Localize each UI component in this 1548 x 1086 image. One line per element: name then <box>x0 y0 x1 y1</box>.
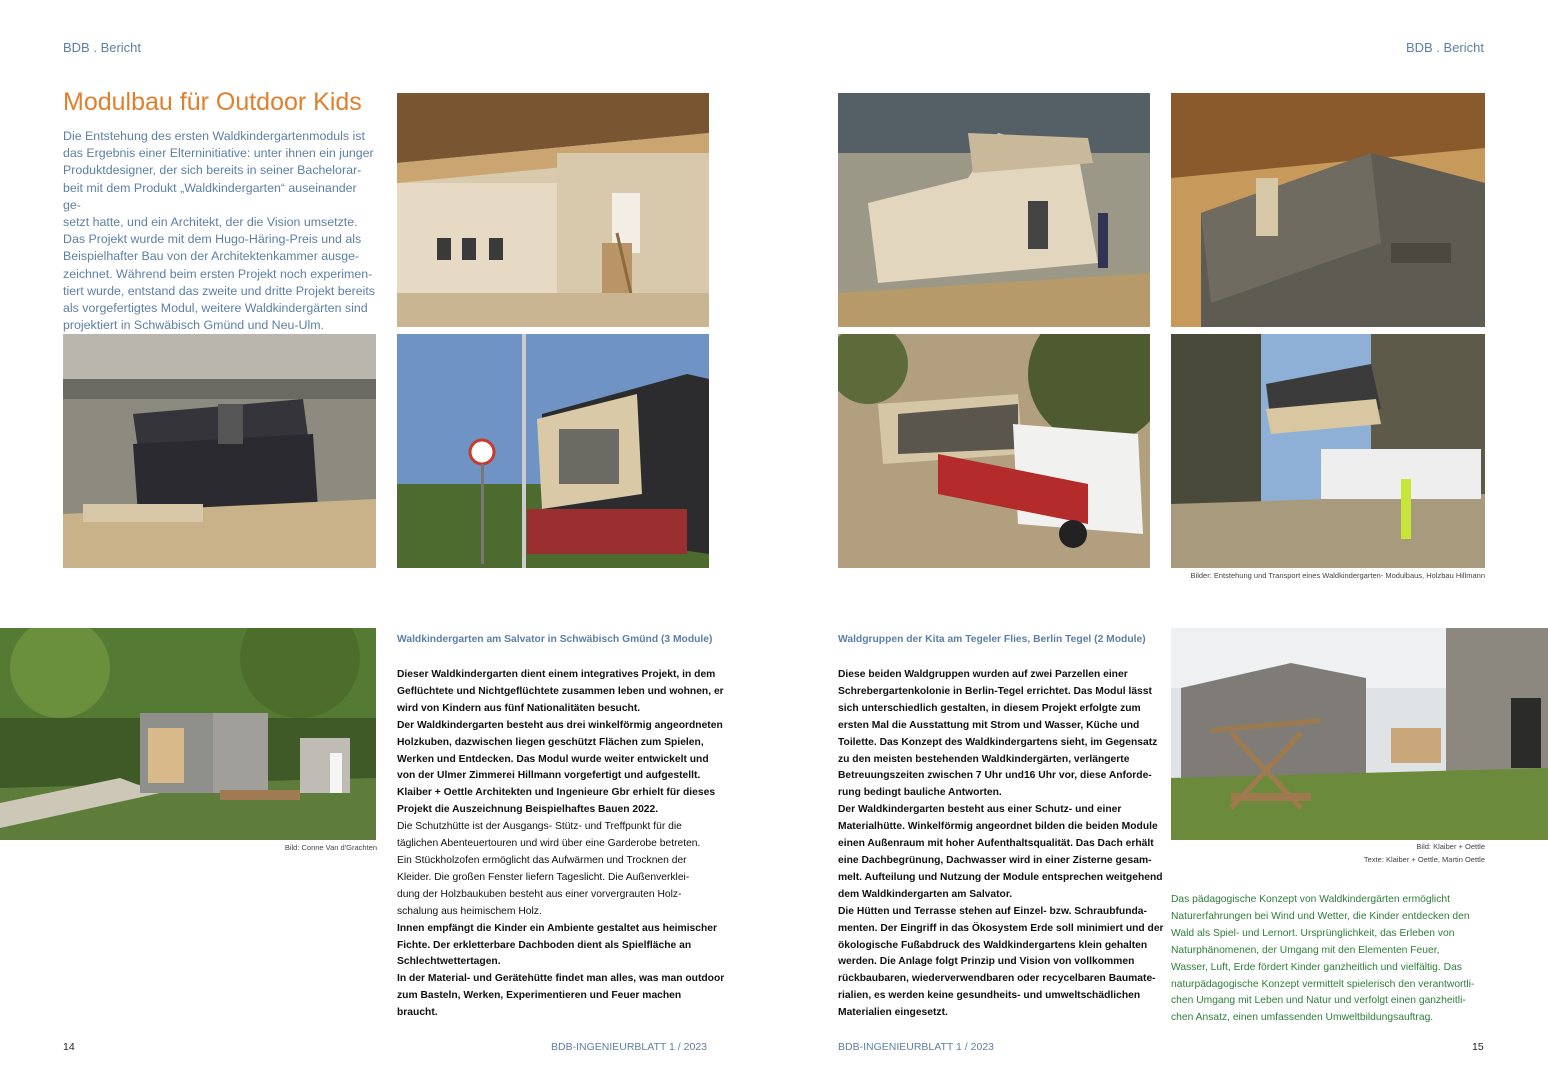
intro-line: beit mit dem Produkt „Waldkindergarten“ auseinander ge- <box>63 180 357 212</box>
green-text-line: Naturphänomenen, der Umgang mit den Elementen Feuer, <box>1171 944 1440 956</box>
article-right-line: Diese beiden Waldgruppen wurden auf zwei Parzellen einer <box>838 669 1128 680</box>
article-right-line: einen Außenraum mit hoher Aufenthaltsqualität. Das Dach erhält <box>838 838 1154 850</box>
intro-line: zeichnet. Während beim ersten Projekt noch experimen- <box>63 266 373 281</box>
article-right-line: eine Dachbegrünung, Dachwasser wird in einer Zisterne gesam- <box>838 854 1152 866</box>
article-left-line: Schlechtwettertagen. <box>397 956 501 968</box>
green-text-line: Naturerfahrungen bei Wind und Wetter, die Kinder entdecken den <box>1171 910 1470 922</box>
article-left-line: Fichte. Der erkletterbare Dachboden dient als Spielfläche an <box>397 939 692 951</box>
intro-line: projektiert in Schwäbisch Gmünd und Neu-Ulm. <box>63 318 325 333</box>
intro-line: setzt hatte, und ein Architekt, der die Vision umsetzte. <box>63 215 358 230</box>
article-left-line: Die Schutzhütte ist der Ausgangs- Stütz- und Treffpunkt für die <box>397 821 682 833</box>
article-left-line: Der Waldkindergarten besteht aus drei winkelförmig angeordneten <box>397 719 723 731</box>
article-right-line: rückbaubaren, wiederverwendbaren oder recycelbaren Baumate- <box>838 973 1156 985</box>
article-left-line: Dieser Waldkindergarten dient einem integratives Projekt, in dem <box>397 669 716 680</box>
article-left-line: von der Ulmer Zimmerei Hillmann vorgefertigt und aufgestellt. <box>397 770 701 782</box>
article-right-line: sich unterschiedlich gestalten, in diesem Projekt erfolgte zum <box>838 702 1141 714</box>
page-number-right: 15 <box>1472 1041 1484 1053</box>
article-left-line: Innen empfängt die Kinder ein Ambiente gestaltet aus heimischer <box>397 922 718 934</box>
article-right-line: rialien, es werden keine gesundheits- und umweltschädlichen <box>838 990 1141 1002</box>
article-right-line: Der Waldkindergarten besteht aus einer Schutz- und einer <box>838 804 1122 816</box>
article-left-line: In der Material- und Gerätehütte findet man alles, was man outdoor <box>397 973 725 985</box>
green-text-line: chen Ansatz, einen umfassenden Umweltbildungsauftrag. <box>1171 1012 1434 1024</box>
right-page-header: BDB . Bericht <box>1405 40 1484 55</box>
intro-line: das Ergebnis einer Elterninitiative: unter ihnen ein junger <box>63 146 374 161</box>
section-heading-salvator: Waldkindergarten am Salvator in Schwäbisch Gmünd (3 Module) <box>397 634 713 645</box>
article-left-line: Projekt die Auszeichnung Beispielhaftes Bauen 2022. <box>397 804 659 816</box>
photo-module-assembly <box>838 93 1150 327</box>
intro-line: Die Entstehung des ersten Waldkindergartenmoduls ist <box>63 129 365 143</box>
article-right-line: menten. Der Eingriff in das Ökosystem Erde soll minimiert und der <box>838 922 1164 934</box>
article-right-line: dem Waldkindergarten am Salvator. <box>838 888 1013 900</box>
pedagogy-text <box>1171 892 1493 1027</box>
article-salvator <box>397 667 739 1022</box>
photo-module-truck <box>397 334 709 568</box>
tegel-photo-caption-2: Texte: Klaiber + Oettle, Martin Oettle <box>1363 855 1485 864</box>
article-left-line: Ein Stückholzofen ermöglicht das Aufwärmen und Trocknen der <box>397 854 687 866</box>
article-right-line: Materialhütte. Winkelförmig angeordnet bilden die beiden Module <box>838 821 1158 833</box>
photo-module-interior <box>397 93 709 327</box>
article-right-line: Schrebergartenkolonie in Berlin-Tegel errichtet. Das Modul lässt <box>838 685 1152 697</box>
intro-line: Beispielhafter Bau von der Architektenkammer ausge- <box>63 249 360 264</box>
green-text-line: Wald als Spiel- und Lernort. Ursprünglichkeit, das Erleben von <box>1171 927 1455 939</box>
article-right-line: ersten Mal die Ausstattung mit Strom und Wasser, Küche und <box>838 719 1140 731</box>
page-title: Modulbau für Outdoor Kids <box>63 88 362 116</box>
footer-left: BDB-INGENIEURBLATT 1 / 2023 <box>551 1041 707 1053</box>
photo-truck-transport <box>838 334 1150 568</box>
article-left-line: Klaiber + Oettle Architekten und Ingenieure Gbr erhielt für dieses <box>397 787 716 799</box>
article-left-line: wird von Kindern aus fünf Nationalitäten besucht. <box>397 702 641 714</box>
photo-module-finished <box>1171 93 1485 327</box>
article-tegel <box>838 667 1170 1022</box>
article-right-line: Betreuungszeiten zwischen 7 Uhr und16 Uhr vor, diese Anforde- <box>838 770 1152 782</box>
article-right-line: ökologische Fußabdruck des Waldkindergartens klein gehalten <box>838 939 1148 951</box>
article-left-line: zum Basteln, Werken, Experimentieren und Feuer machen <box>397 990 682 1002</box>
article-right-line: zu den meisten bestehenden Waldkindergärten, verlängerte <box>838 753 1130 765</box>
photo-tegel-modules <box>1171 628 1548 840</box>
section-heading-tegel: Waldgruppen der Kita am Tegeler Flies, Berlin Tegel (2 Module) <box>838 634 1146 645</box>
article-left-line: braucht. <box>397 1007 438 1019</box>
photo-crane-lift <box>1171 334 1485 568</box>
tegel-photo-caption-1: Bild: Klaiber + Oettle <box>1416 842 1485 851</box>
intro-line: als vorgefertigtes Modul, weitere Waldkindergärten sind <box>63 301 368 316</box>
article-right-line: Materialien eingesetzt. <box>838 1007 948 1019</box>
article-right-line: Toilette. Das Konzept des Waldkindergartens sieht, im Gegensatz <box>838 736 1158 748</box>
article-right-line: Die Hütten und Terrasse stehen auf Einzel- bzw. Schraubfunda- <box>838 905 1147 917</box>
grid-photos-caption: Bilder: Entstehung und Transport eines Waldkindergarten- Modulbaus, Holzbau Hillmann <box>1190 571 1485 580</box>
article-left-line: Geflüchtete und Nichtgeflüchtete zusammen leben und wohnen, er <box>397 685 724 697</box>
intro-line: tiert wurde, entstand das zweite und dritte Projekt bereits <box>63 283 375 298</box>
article-left-line: täglichen Abenteuertouren und wird über eine Garderobe betreten. <box>397 838 701 850</box>
photo-module-workshop <box>63 334 376 568</box>
article-right-line: rung bedingt bauliche Antworten. <box>838 787 1002 799</box>
intro-line: Das Projekt wurde mit dem Hugo-Häring-Preis und als <box>63 232 362 247</box>
green-text-line: naturpädagogische Konzept vermittelt spielerisch den verantwortli- <box>1171 978 1475 990</box>
article-left-line: Holzkuben, dazwischen liegen geschützt Flächen zum Spielen, <box>397 736 704 748</box>
article-right-line: melt. Aufteilung und Nutzung der Module entsprechen weitgehend <box>838 871 1163 883</box>
article-left-line: schalung aus heimischem Holz. <box>397 905 542 917</box>
forest-photo-caption: Bild: Conne Van d'Grachten <box>284 843 377 852</box>
intro-text <box>63 128 375 334</box>
article-left-line: dung der Holzbaukuben besteht aus einer vorvergrauten Holz- <box>397 888 682 900</box>
article-right-line: werden. Die Anlage folgt Prinzip und Vision von vollkommen <box>838 956 1135 968</box>
photo-forest-kindergarten <box>0 628 376 840</box>
page-number-left: 14 <box>63 1041 75 1053</box>
green-text-line: chen Umgang mit Leben und Natur und verfolgt einen ganzheitli- <box>1171 995 1466 1007</box>
footer-right: BDB-INGENIEURBLATT 1 / 2023 <box>838 1041 994 1053</box>
left-page-header: BDB . Bericht <box>63 40 142 55</box>
article-left-line: Werken und Entdecken. Das Modul wurde weiter entwickelt und <box>397 753 709 765</box>
article-left-line: Kleider. Die großen Fenster liefern Tageslicht. Die Außenverklei- <box>397 871 690 883</box>
green-text-line: Das pädagogische Konzept von Waldkindergärten ermöglicht <box>1171 894 1450 905</box>
intro-line: Produktdesigner, der sich bereits in seiner Bachelorar- <box>63 163 362 178</box>
green-text-line: Wasser, Luft, Erde fördert Kinder ganzheitlich und vielfältig. Das <box>1171 961 1462 973</box>
